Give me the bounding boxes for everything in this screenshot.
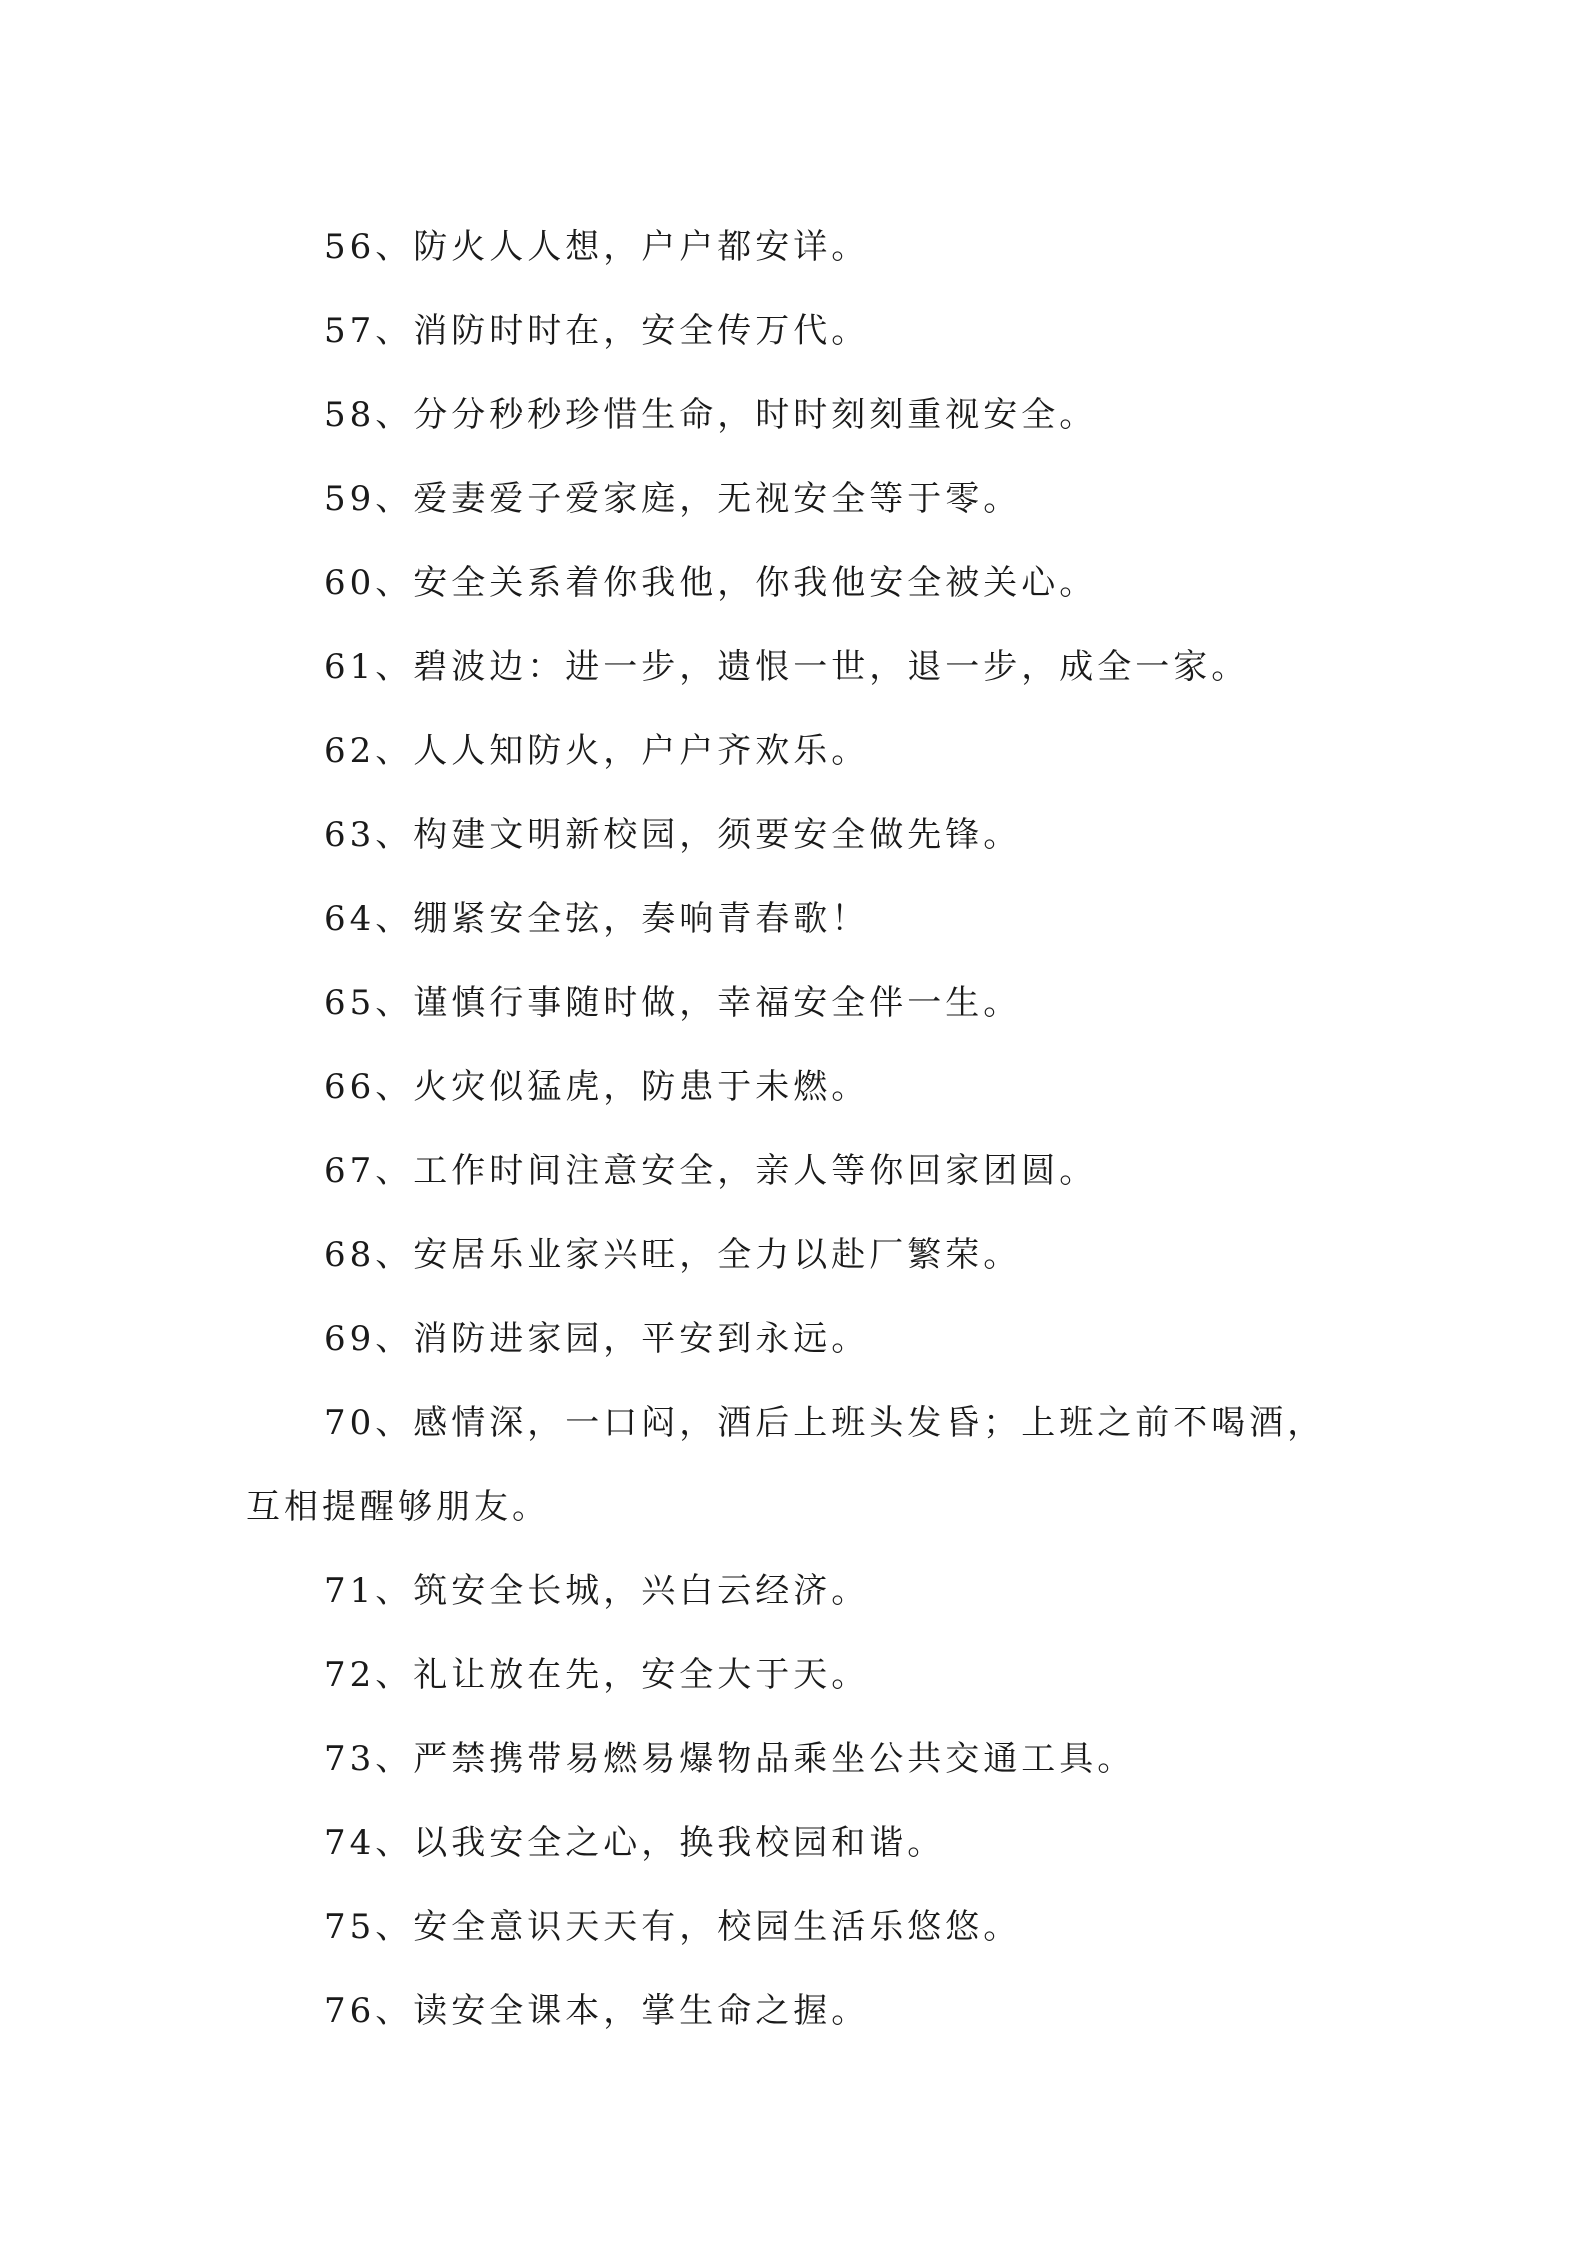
slogan-56: 56、防火人人想，户户都安详。 bbox=[324, 227, 870, 267]
slogan-69: 69、消防进家园，平安到永远。 bbox=[324, 1319, 870, 1359]
slogan-67: 67、工作时间注意安全，亲人等你回家团圆。 bbox=[324, 1151, 1098, 1191]
slogan-62: 62、人人知防火，户户齐欢乐。 bbox=[324, 731, 870, 771]
slogan-57: 57、消防时时在，安全传万代。 bbox=[324, 311, 870, 351]
slogan-66: 66、火灾似猛虎，防患于未燃。 bbox=[324, 1067, 870, 1107]
slogan-63: 63、构建文明新校园，须要安全做先锋。 bbox=[324, 815, 1022, 855]
slogan-64: 64、绷紧安全弦，奏响青春歌！ bbox=[324, 899, 870, 939]
slogan-60: 60、安全关系着你我他，你我他安全被关心。 bbox=[324, 563, 1098, 603]
slogan-75: 75、安全意识天天有，校园生活乐悠悠。 bbox=[324, 1907, 1022, 1947]
slogan-59: 59、爱妻爱子爱家庭，无视安全等于零。 bbox=[324, 479, 1022, 519]
slogan-68: 68、安居乐业家兴旺，全力以赴厂繁荣。 bbox=[324, 1235, 1022, 1275]
slogan-70-continuation: 互相提醒够朋友。 bbox=[246, 1487, 550, 1527]
slogan-73: 73、严禁携带易燃易爆物品乘坐公共交通工具。 bbox=[324, 1739, 1136, 1779]
slogan-72: 72、礼让放在先，安全大于天。 bbox=[324, 1655, 870, 1695]
slogan-61: 61、碧波边：进一步，遗恨一世，退一步，成全一家。 bbox=[324, 647, 1250, 687]
slogan-list bbox=[246, 205, 1356, 2053]
slogan-70: 70、感情深，一口闷，酒后上班头发昏；上班之前不喝酒， bbox=[324, 1403, 1326, 1443]
slogan-76: 76、读安全课本，掌生命之握。 bbox=[324, 1991, 870, 2031]
slogan-74: 74、以我安全之心，换我校园和谐。 bbox=[324, 1823, 946, 1863]
slogan-58: 58、分分秒秒珍惜生命，时时刻刻重视安全。 bbox=[324, 395, 1098, 435]
slogan-65: 65、谨慎行事随时做，幸福安全伴一生。 bbox=[324, 983, 1022, 1023]
slogan-71: 71、筑安全长城，兴白云经济。 bbox=[324, 1571, 870, 1611]
